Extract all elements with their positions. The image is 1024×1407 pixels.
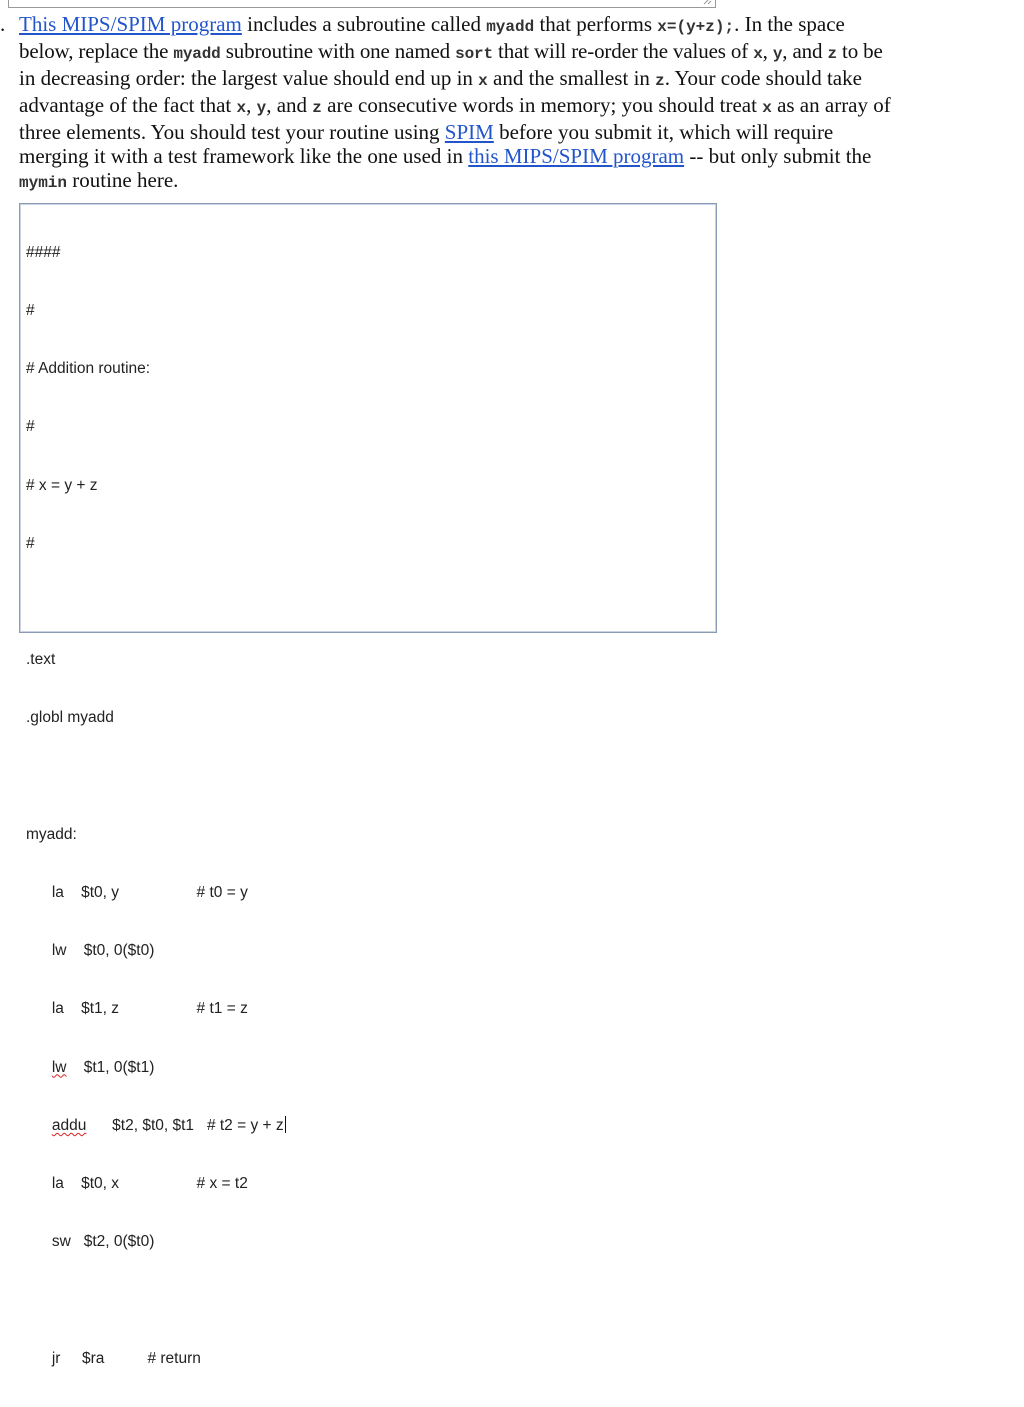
code-x: x [478,72,488,90]
question-line-7 [0,168,1020,195]
text: , [246,93,257,117]
code-x: x [753,45,763,63]
previous-answer-textarea[interactable] [8,0,716,8]
spellcheck-lw: lw [51,1058,67,1076]
question-line-6 [0,144,1020,168]
code-y: y [772,45,783,63]
code-line: lw $t0, 0($t0) [26,942,155,960]
code-sort: sort [455,45,493,63]
code-line: # [26,302,35,320]
code-line: .globl myadd [26,709,114,727]
text: three elements. You should test your routine using [19,120,445,144]
code-z: z [655,72,665,90]
text: and the smallest in [487,66,656,90]
code-x: x [236,99,247,117]
text: before you submit it, which will require [493,120,834,144]
text: that performs [534,12,658,36]
question-line-3 [0,66,1020,93]
text-caret [285,1116,286,1133]
text: . In the space [734,12,845,36]
text: , [762,39,773,63]
code-line-spellcheck: lw $t1, 0($t1) [51,1058,155,1076]
resize-grip-icon[interactable] [703,0,712,5]
code-line-with-caret: addu $t2, $t0, $t1 # t2 = y + z [51,1116,284,1134]
text: to be [836,39,883,63]
text: as an array of [771,93,891,117]
code-line: myadd: [26,825,77,843]
answer-code-textarea[interactable] [19,203,717,1367]
text: below, replace the [19,39,174,63]
code-line: sw $t2, 0($t0) [26,1233,155,1251]
text: that will re-order the values of [492,39,754,63]
question-line-4 [0,93,1020,120]
spellcheck-addu: addu [51,1116,87,1134]
question-line-1 [0,12,1020,39]
code-y: y [256,99,267,117]
code-content[interactable] [26,204,286,1407]
text: . Your code should take [664,66,862,90]
code-z: z [312,99,322,117]
mips-program-link[interactable]: This MIPS/SPIM program [19,12,242,36]
code-expression: x=(y+z); [657,18,735,36]
code-line: la $t0, y # t0 = y [26,884,248,902]
text: are consecutive words in memory; you should treat [321,93,763,117]
code-line: #### [26,243,61,261]
text: , and [266,93,313,117]
text: routine here. [67,168,179,192]
code-line: # Addition routine: [26,360,151,378]
code-mymin: mymin [19,174,68,192]
spim-link[interactable]: SPIM [444,120,494,144]
question-line-2 [0,39,1020,66]
code-line: # x = y + z [26,476,98,494]
text: -- but only submit the [684,144,872,168]
code-line: jr $ra # return [26,1349,201,1367]
code-line: la $t1, z # t1 = z [26,1000,248,1018]
code-x: x [762,99,772,117]
code-myadd: myadd [173,45,221,63]
question-bullet: . [0,12,6,36]
code-z: z [827,45,837,63]
mips-program-link-2[interactable]: this MIPS/SPIM program [468,144,685,168]
code-line: # [26,418,35,436]
text: subroutine with one named [220,39,456,63]
code-line [26,592,286,611]
text: merging it with a test framework like the one used in [19,144,469,168]
text: in decreasing order: the largest value should end up in [19,66,479,90]
code-line: # [26,534,35,552]
question-line-5 [0,120,1020,144]
text: , and [782,39,828,63]
text: advantage of the fact that [19,93,237,117]
question-text [0,12,1020,195]
code-line [26,767,286,786]
code-line [26,1290,286,1309]
code-line: la $t0, x # x = t2 [26,1175,248,1193]
code-line: .text [26,651,56,669]
text: includes a subroutine called [241,12,487,36]
code-myadd: myadd [486,18,535,36]
